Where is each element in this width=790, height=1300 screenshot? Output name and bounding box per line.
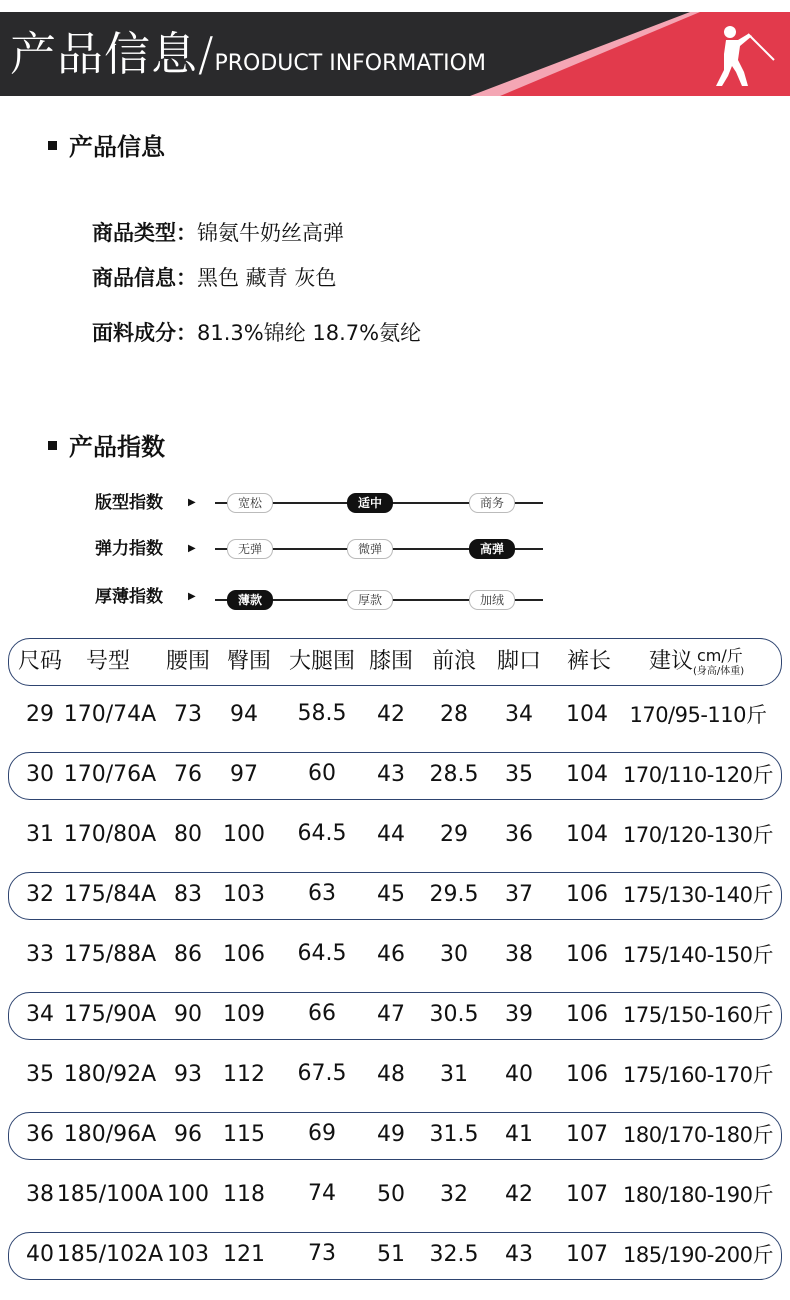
index-label-stretch: 弹力指数 bbox=[95, 539, 163, 559]
table-cell: 64.5 bbox=[297, 821, 347, 846]
table-cell: 29.5 bbox=[429, 882, 479, 907]
table-cell: 42 bbox=[505, 1182, 533, 1207]
table-cell: 106 bbox=[566, 1002, 608, 1027]
table-header-cell: 前浪 bbox=[431, 649, 477, 674]
table-cell: 170/120-130斤 bbox=[623, 823, 773, 847]
table-cell: 170/80A bbox=[63, 822, 157, 847]
table-cell: 185/102A bbox=[56, 1242, 164, 1267]
table-cell: 175/88A bbox=[63, 942, 157, 967]
info-key: 商品信息： bbox=[92, 266, 197, 290]
bullet-square bbox=[48, 141, 57, 150]
table-cell: 31 bbox=[440, 1062, 468, 1087]
table-cell: 30 bbox=[26, 762, 54, 787]
index-option-stretch-0: 无弹 bbox=[227, 539, 273, 559]
table-cell: 30 bbox=[440, 942, 468, 967]
table-cell: 46 bbox=[377, 942, 405, 967]
table-cell: 104 bbox=[566, 762, 608, 787]
table-cell: 40 bbox=[26, 1242, 54, 1267]
table-header-cell: 裤长 bbox=[566, 649, 612, 674]
table-cell: 175/130-140斤 bbox=[623, 883, 773, 907]
table-cell: 43 bbox=[505, 1242, 533, 1267]
table-cell: 106 bbox=[566, 942, 608, 967]
index-option-fit-1-selected: 适中 bbox=[347, 493, 393, 513]
table-cell: 175/140-150斤 bbox=[623, 943, 773, 967]
table-cell: 48 bbox=[377, 1062, 405, 1087]
table-cell: 170/110-120斤 bbox=[623, 763, 773, 787]
index-option-fit-2: 商务 bbox=[469, 493, 515, 513]
table-cell: 170/74A bbox=[63, 702, 157, 727]
banner-slash: / bbox=[198, 27, 215, 81]
table-cell: 115 bbox=[223, 1122, 265, 1147]
section-title-product-index bbox=[48, 432, 165, 462]
arrow-right-icon: ▶ bbox=[188, 497, 196, 508]
table-cell: 33 bbox=[26, 942, 54, 967]
table-cell: 35 bbox=[26, 1062, 54, 1087]
section1-title-text: 产品信息 bbox=[69, 133, 165, 161]
info-row-type bbox=[92, 219, 344, 247]
table-cell: 45 bbox=[377, 882, 405, 907]
table-cell: 93 bbox=[174, 1062, 202, 1087]
index-option-fit-0: 宽松 bbox=[227, 493, 273, 513]
table-cell: 104 bbox=[566, 822, 608, 847]
index-option-thickness-2: 加绒 bbox=[469, 590, 515, 610]
table-cell: 44 bbox=[377, 822, 405, 847]
info-row-fabric bbox=[92, 319, 421, 347]
table-cell: 107 bbox=[566, 1182, 608, 1207]
table-header-cell: 大腿围 bbox=[288, 649, 356, 674]
table-cell: 118 bbox=[223, 1182, 265, 1207]
table-cell: 32.5 bbox=[429, 1242, 479, 1267]
table-cell: 64.5 bbox=[297, 941, 347, 966]
arrow-right-icon: ▶ bbox=[188, 591, 196, 602]
table-cell: 180/92A bbox=[63, 1062, 157, 1087]
arrow-right-icon: ▶ bbox=[188, 543, 196, 554]
table-cell: 36 bbox=[26, 1122, 54, 1147]
index-option-thickness-0-selected: 薄款 bbox=[227, 590, 273, 610]
table-cell: 121 bbox=[223, 1242, 265, 1267]
table-cell: 40 bbox=[505, 1062, 533, 1087]
table-header-unit: cm/斤 bbox=[697, 646, 743, 665]
table-cell: 175/84A bbox=[63, 882, 157, 907]
index-label-thickness: 厚薄指数 bbox=[95, 587, 163, 607]
table-cell: 73 bbox=[308, 1241, 336, 1266]
table-cell: 175/160-170斤 bbox=[623, 1063, 773, 1087]
table-cell: 104 bbox=[566, 702, 608, 727]
table-cell: 80 bbox=[174, 822, 202, 847]
table-cell: 41 bbox=[505, 1122, 533, 1147]
table-cell: 170/95-110斤 bbox=[629, 703, 767, 727]
table-cell: 37 bbox=[505, 882, 533, 907]
golfer-icon bbox=[708, 20, 778, 90]
table-cell: 38 bbox=[505, 942, 533, 967]
table-cell: 28.5 bbox=[429, 762, 479, 787]
table-cell: 86 bbox=[174, 942, 202, 967]
table-cell: 34 bbox=[26, 1002, 54, 1027]
table-cell: 90 bbox=[174, 1002, 202, 1027]
table-cell: 106 bbox=[566, 1062, 608, 1087]
table-cell: 83 bbox=[174, 882, 202, 907]
table-cell: 96 bbox=[174, 1122, 202, 1147]
table-cell: 185/190-200斤 bbox=[623, 1243, 773, 1267]
table-cell: 107 bbox=[566, 1242, 608, 1267]
table-cell: 63 bbox=[308, 881, 336, 906]
table-cell: 103 bbox=[223, 882, 265, 907]
table-cell: 170/76A bbox=[63, 762, 157, 787]
table-header-cell: 号型 bbox=[85, 649, 131, 674]
table-cell: 32 bbox=[26, 882, 54, 907]
table-cell: 100 bbox=[223, 822, 265, 847]
info-value: 81.3%锦纶 18.7%氨纶 bbox=[197, 321, 422, 345]
table-header-cell: 腰围 bbox=[165, 649, 211, 674]
table-cell: 29 bbox=[440, 822, 468, 847]
banner-title-en: PRODUCT INFORMATIOM bbox=[214, 51, 486, 76]
table-cell: 175/90A bbox=[63, 1002, 157, 1027]
table-cell: 51 bbox=[377, 1242, 405, 1267]
table-cell: 94 bbox=[230, 702, 258, 727]
table-cell: 100 bbox=[167, 1182, 209, 1207]
table-cell: 112 bbox=[223, 1062, 265, 1087]
table-cell: 69 bbox=[308, 1121, 336, 1146]
info-key: 面料成分： bbox=[92, 321, 197, 345]
table-cell: 47 bbox=[377, 1002, 405, 1027]
bullet-square bbox=[48, 441, 57, 450]
banner-title bbox=[10, 26, 486, 92]
table-cell: 180/180-190斤 bbox=[623, 1183, 773, 1207]
section2-title-text: 产品指数 bbox=[69, 433, 165, 461]
table-cell: 42 bbox=[377, 702, 405, 727]
table-cell: 31.5 bbox=[429, 1122, 479, 1147]
table-cell: 106 bbox=[566, 882, 608, 907]
table-cell: 32 bbox=[440, 1182, 468, 1207]
table-cell: 49 bbox=[377, 1122, 405, 1147]
table-cell: 109 bbox=[223, 1002, 265, 1027]
table-cell: 73 bbox=[174, 702, 202, 727]
table-cell: 180/170-180斤 bbox=[623, 1123, 773, 1147]
index-label-fit: 版型指数 bbox=[95, 493, 163, 513]
table-cell: 60 bbox=[308, 761, 336, 786]
table-cell: 36 bbox=[505, 822, 533, 847]
table-cell: 43 bbox=[377, 762, 405, 787]
table-header-cell: 脚口 bbox=[496, 649, 542, 674]
table-cell: 38 bbox=[26, 1182, 54, 1207]
table-cell: 185/100A bbox=[56, 1182, 164, 1207]
table-header-cell: 臀围 bbox=[226, 649, 272, 674]
table-cell: 35 bbox=[505, 762, 533, 787]
banner-title-cn: 产品信息 bbox=[10, 27, 198, 81]
info-value: 黑色 藏青 灰色 bbox=[197, 266, 337, 290]
table-cell: 76 bbox=[174, 762, 202, 787]
table-cell: 103 bbox=[167, 1242, 209, 1267]
table-cell: 29 bbox=[26, 702, 54, 727]
table-cell: 97 bbox=[230, 762, 258, 787]
section-title-product-info bbox=[48, 132, 165, 162]
table-cell: 67.5 bbox=[297, 1061, 347, 1086]
table-cell: 58.5 bbox=[297, 701, 347, 726]
header-banner bbox=[0, 12, 790, 96]
info-row-colors bbox=[92, 264, 336, 292]
table-header-cell: 膝围 bbox=[368, 649, 414, 674]
table-cell: 30.5 bbox=[429, 1002, 479, 1027]
table-cell: 39 bbox=[505, 1002, 533, 1027]
table-cell: 175/150-160斤 bbox=[623, 1003, 773, 1027]
table-cell: 74 bbox=[308, 1181, 336, 1206]
info-value: 锦氨牛奶丝高弹 bbox=[197, 221, 344, 245]
table-cell: 34 bbox=[505, 702, 533, 727]
info-key: 商品类型： bbox=[92, 221, 197, 245]
table-header-cell: 尺码 bbox=[17, 649, 63, 674]
table-cell: 180/96A bbox=[63, 1122, 157, 1147]
table-cell: 107 bbox=[566, 1122, 608, 1147]
index-option-stretch-1: 微弹 bbox=[347, 539, 393, 559]
table-cell: 50 bbox=[377, 1182, 405, 1207]
table-cell: 31 bbox=[26, 822, 54, 847]
table-header-note: (身高/体重) bbox=[693, 666, 745, 677]
index-option-stretch-2-selected: 高弹 bbox=[469, 539, 515, 559]
table-cell: 66 bbox=[308, 1001, 336, 1026]
index-option-thickness-1: 厚款 bbox=[347, 590, 393, 610]
table-header-cell: 建议 bbox=[648, 649, 694, 674]
table-cell: 28 bbox=[440, 702, 468, 727]
table-cell: 106 bbox=[223, 942, 265, 967]
